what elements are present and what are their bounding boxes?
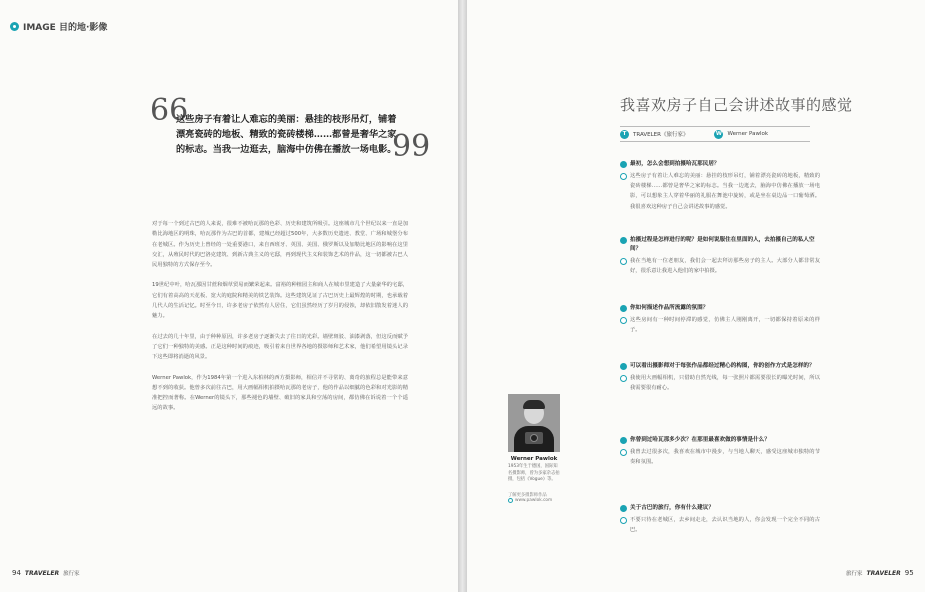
question-icon (620, 305, 627, 312)
photographer-portrait (508, 394, 560, 452)
question-icon (620, 363, 627, 370)
question-icon (620, 161, 627, 168)
magazine-brand: TRAVELER (24, 570, 60, 577)
location-pin-icon (10, 22, 19, 31)
quote-close-mark: 99 (392, 129, 431, 164)
qa-item (620, 504, 820, 535)
section-header (10, 20, 107, 33)
answer-icon (620, 258, 627, 265)
byline-photographer-badge: W (715, 130, 722, 137)
question-icon (620, 437, 627, 444)
quote-open-mark: 66 (150, 93, 189, 128)
body-text (152, 219, 408, 424)
answer-text: 我曾去过很多次，我喜欢在城市中漫步，与当地人聊天，感受这座城市独特的节奏和氛围。 (630, 449, 820, 466)
qa-item (620, 304, 820, 335)
right-page (467, 0, 925, 592)
globe-icon (508, 498, 513, 503)
footer-left (12, 569, 80, 577)
question-text: 你曾到过哈瓦那多少次？在那里最喜欢做的事情是什么？ (630, 437, 770, 443)
answer-icon (620, 517, 627, 524)
question-icon (620, 505, 627, 512)
answer-text: 不要只待在老城区，去乡间走走，去认识当地的人，你会发现一个完全不同的古巴。 (630, 517, 820, 534)
body-paragraph: 对于每一个到过古巴的人来说，很难不被哈瓦那的色彩、历史和建筑所吸引。这座城市几个世纪以来一直是加勒比海地区的明珠，哈瓦那作为古巴的首都，建城已经超过500年，大多数历史遗迹、教堂、广场和城堡分布在老城区。作为历史上曾经的一处重要港口，来自西班牙、英国、美国、俄罗斯以及加勒比地区的影响在这里交汇，从殖民时代的巴洛克建筑、到新古典主义的宅邸，再到现代主义和装饰艺术的作品，这一切都被古巴人民用独特的方式保存至今。 (152, 221, 408, 269)
camera-icon (525, 432, 543, 444)
body-paragraph: 在过去的几十年里，由于种种原因，许多老房子逐渐失去了往日的光彩。墙壁斑驳、油漆剥落，但这反而赋予了它们一种独特的美感。正是这种时间的痕迹，吸引着来自世界各地的摄影师和艺术家，他们希望用镜头记录下这些即将消逝的风景。 (152, 333, 408, 361)
qa-item (620, 236, 820, 276)
photographer-bio: 1953年生于德国，国际知名摄影师，曾为多家杂志拍摄，包括《Vogue》等。 (508, 464, 560, 482)
photographer-card (508, 394, 560, 503)
byline-magazine: TRAVELER《旅行家》 (633, 132, 689, 138)
answer-text: 这些房间有一种时间停滞的感觉，仿佛主人刚刚离开，一切都保持着原来的样子。 (630, 317, 820, 334)
byline-photographer: Werner Pawlok (727, 131, 769, 137)
answer-icon (620, 375, 627, 382)
question-text: 关于古巴的旅行，你有什么建议？ (630, 505, 714, 511)
footer-right (846, 569, 914, 577)
section-label: IMAGE 目的地·影像 (23, 23, 108, 33)
page-number: 94 (12, 569, 21, 577)
question-text: 拍摄过程是怎样进行的呢？是如何说服住在里面的人，去拍摄自己的私人空间？ (630, 237, 815, 252)
body-paragraph: 19世纪中叶，哈瓦那因甘蔗和烟草贸易而繁荣起来。富裕的种植园主和商人在城市里建造了大量豪华的宅邸，它们有着高高的天花板、宽大的庭院和精美的铁艺装饰。这些建筑见证了古巴历史上最辉煌的时期，也承载着几代人的生活记忆。时至今日，许多老房子依然有人居住，它们虽然经历了岁月的侵蚀，却依旧散发着迷人的魅力。 (152, 282, 408, 320)
answer-text: 我在当地有一位老朋友，我们会一起去拜访那些房子的主人。大部分人都非常友好，很乐意让我进入他们的家中拍摄。 (630, 258, 820, 275)
body-paragraph: Werner Pawlok，作为1984年第一个进入东柏林的西方摄影师，相信并不寻常的、离奇的旅程总是能带来意想不到的收获。他曾多次前往古巴，用大画幅相机拍摄哈瓦那的老房子，他的作品以细腻的色彩和对光影的精准把控而著称。在Werner的镜头下，那些褪色的墙壁、破旧的家具和空荡的房间，都仿佛在诉说着一个个遥远的故事。 (152, 374, 408, 412)
qa-item (620, 362, 820, 393)
page-number: 95 (904, 569, 914, 577)
answer-text: 我使用大画幅相机，只借助自然光线，每一张照片都需要很长的曝光时间，所以我需要很有耐心。 (630, 375, 820, 392)
question-icon (620, 237, 627, 244)
answer-text: 这些房子有着让人难忘的美丽：悬挂的枝形吊灯，铺着漂亮瓷砖的地板，精致的瓷砖楼梯……都曾是奢华之家的标志。当我一边逛去，脑海中仿佛在播放一场电影，可以想象主人穿着华丽的礼服在舞池中旋转，或是坐在桌边品一口葡萄酒。我很喜欢这种房子自己会讲述故事的感觉。 (630, 173, 820, 210)
answer-icon (620, 317, 627, 324)
photographer-more-label: 了解更多摄影师作品 (508, 492, 547, 498)
website-text[interactable]: www.pawlok.com (515, 497, 553, 503)
photographer-name: Werner Pawlok (510, 456, 558, 462)
byline (620, 126, 810, 142)
question-text: 最初，怎么会想到拍摄哈瓦那民居？ (630, 161, 720, 167)
page-gutter (458, 0, 467, 592)
left-page (0, 0, 458, 592)
answer-icon (620, 173, 627, 180)
article-title: 我喜欢房子自己会讲述故事的感觉 (620, 96, 853, 114)
qa-item (620, 436, 820, 467)
byline-traveler-badge: T (620, 130, 629, 139)
pull-quote: 这些房子有着让人难忘的美丽：悬挂的枝形吊灯，铺着漂亮瓷砖的地板、精致的瓷砖楼梯……都曾是奢华之家的标志。当我一边逛去，脑海中仿佛在播放一场电影。 (176, 114, 397, 155)
photographer-website[interactable] (508, 498, 560, 503)
question-text: 可以看出摄影师对于每张作品都经过精心的构图，你的创作方式是怎样的？ (630, 363, 815, 369)
question-text: 你如何描述作品所流露的氛围？ (630, 305, 709, 311)
qa-item (620, 160, 820, 212)
magazine-brand: TRAVELER (866, 570, 901, 577)
magazine-label: 旅行家 (63, 571, 80, 577)
magazine-label: 旅行家 (846, 571, 863, 577)
answer-icon (620, 449, 627, 456)
